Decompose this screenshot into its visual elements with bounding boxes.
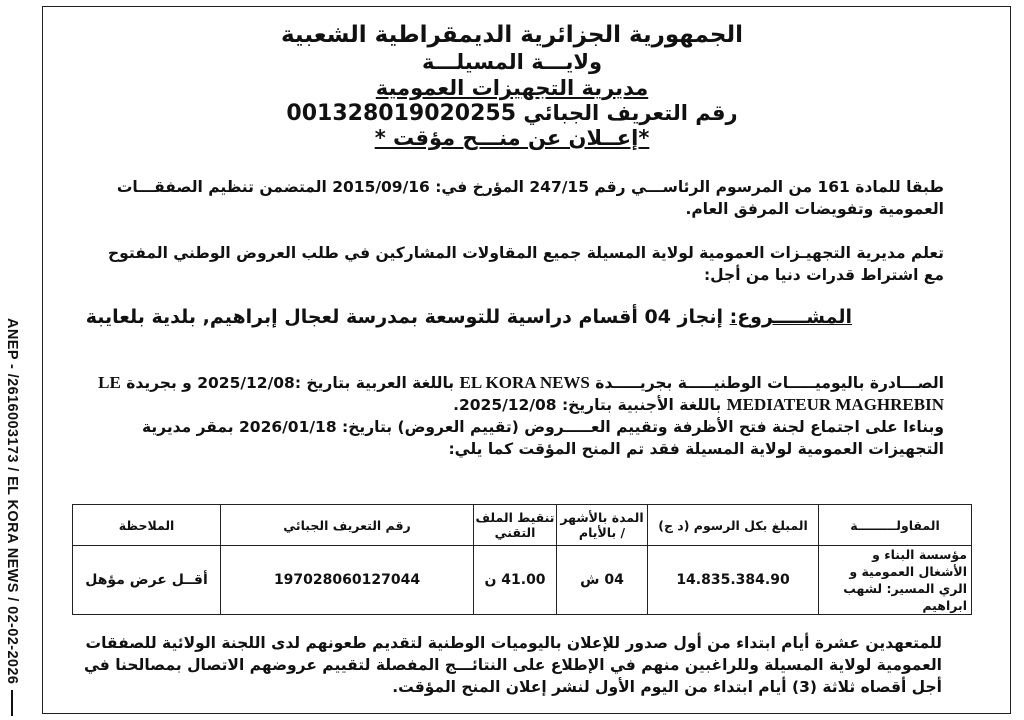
legal-basis-paragraph: طبقا للمادة 161 من المرسوم الرئاســـي رقم 247/15 المؤرخ في: 2015/09/16 المتضمن تنظيم الصفقـــات العمومية وتفويضات المرفق العام. <box>116 178 944 218</box>
header-amount: المبلغ بكل الرسوم (د ج) <box>648 505 819 546</box>
publication-part4: وبناءا على اجتماع لجنة فتح الأظرفة وتقييم العـــــروض (تقييم العروض) بتاريخ: 2026/01/18 بمقر مديرية التجهيزات العمومية لولاية المسيلة فقد تم المنح المؤقت كما يلي: <box>141 418 944 458</box>
appeal-paragraph: للمتعهدين عشرة أيام ابتداء من أول صدور للإعلان باليوميات الوطنية لتقديم طعونهم لدى اللجنة الولائية للصفقات العمومية لولاية المسيلة وللراغبين منهم في الإطلاع على النتائـــج المفصلة لتقييم عروضهم الاتصال بمصالحنا في أجل أقصاه ثلاثة (3) أيام ابتداء من اليوم الأول لنشر إعلان المنح المؤقت. <box>84 634 942 696</box>
table-header-row <box>73 505 972 546</box>
publication-paragraph <box>84 372 944 460</box>
project-line <box>86 306 852 328</box>
project-label: المشـــــروع: <box>729 306 852 328</box>
cell-note: أقــل عرض مؤهل <box>73 546 221 615</box>
directorate-title: مديرية التجهيزات العمومية <box>375 76 649 100</box>
cell-duration: 04 ش <box>557 546 648 615</box>
republic-title: الجمهورية الجزائرية الديمقراطية الشعبية <box>280 22 744 48</box>
header-company: المقاولـــــــــة <box>819 505 972 546</box>
wilaya-title: ولايـــة المسيلـــة <box>421 50 603 74</box>
tax-id-label: رقم التعريف الجبائي <box>523 101 738 125</box>
intro-paragraph: تعلم مديرية التجهيـزات العمومية لولاية المسيلة جميع المقاولات المشاركين في طلب العروض الوطني المفتوح مع اشتراط قدرات دنيا من أجل: <box>107 244 944 284</box>
side-publication-label: ANEP - /2616003173 / EL KORA NEWS / 02-02-2026 <box>4 318 20 716</box>
table-row <box>73 546 972 615</box>
cell-technical-score: 41.00 ن <box>474 546 557 615</box>
publication-part1: الصـــادرة باليوميـــــات الوطنيـــــة بجريـــــدة <box>595 374 944 392</box>
tax-id-number: 001328019020255 <box>286 101 517 126</box>
header-technical-score: تنقيط الملف التقني <box>474 505 557 546</box>
cell-amount: 14.835.384.90 <box>648 546 819 615</box>
publication-part3: باللغة الأجنبية بتاريخ: 2025/12/08. <box>453 396 722 414</box>
header-tax-id: رقم التعريف الجبائي <box>221 505 474 546</box>
cell-tax-id: 197028060127044 <box>221 546 474 615</box>
award-table <box>72 504 972 615</box>
project-text: إنجاز 04 أقسام دراسية للتوسعة بمدرسة لعجال إبراهيم, بلدية بلعايبة <box>85 306 723 328</box>
tax-id-line <box>0 101 1024 126</box>
newspaper-name-2: LE MEDIATEUR MAGHREBIN <box>98 373 944 414</box>
header-note: الملاحظة <box>73 505 221 546</box>
newspaper-name-1: EL KORA NEWS <box>459 373 590 392</box>
publication-part2: باللغة العربية بتاريخ :2025/12/08 و بجريدة <box>126 374 455 392</box>
header-duration: المدة بالأشهر / بالأيام <box>557 505 648 546</box>
cell-company: مؤسسة البناء و الأشغال العمومية و الري المسير: لشهب ابراهيم <box>819 546 972 615</box>
notice-title: *إعــلان عن منـــح مؤقت * <box>374 126 650 150</box>
